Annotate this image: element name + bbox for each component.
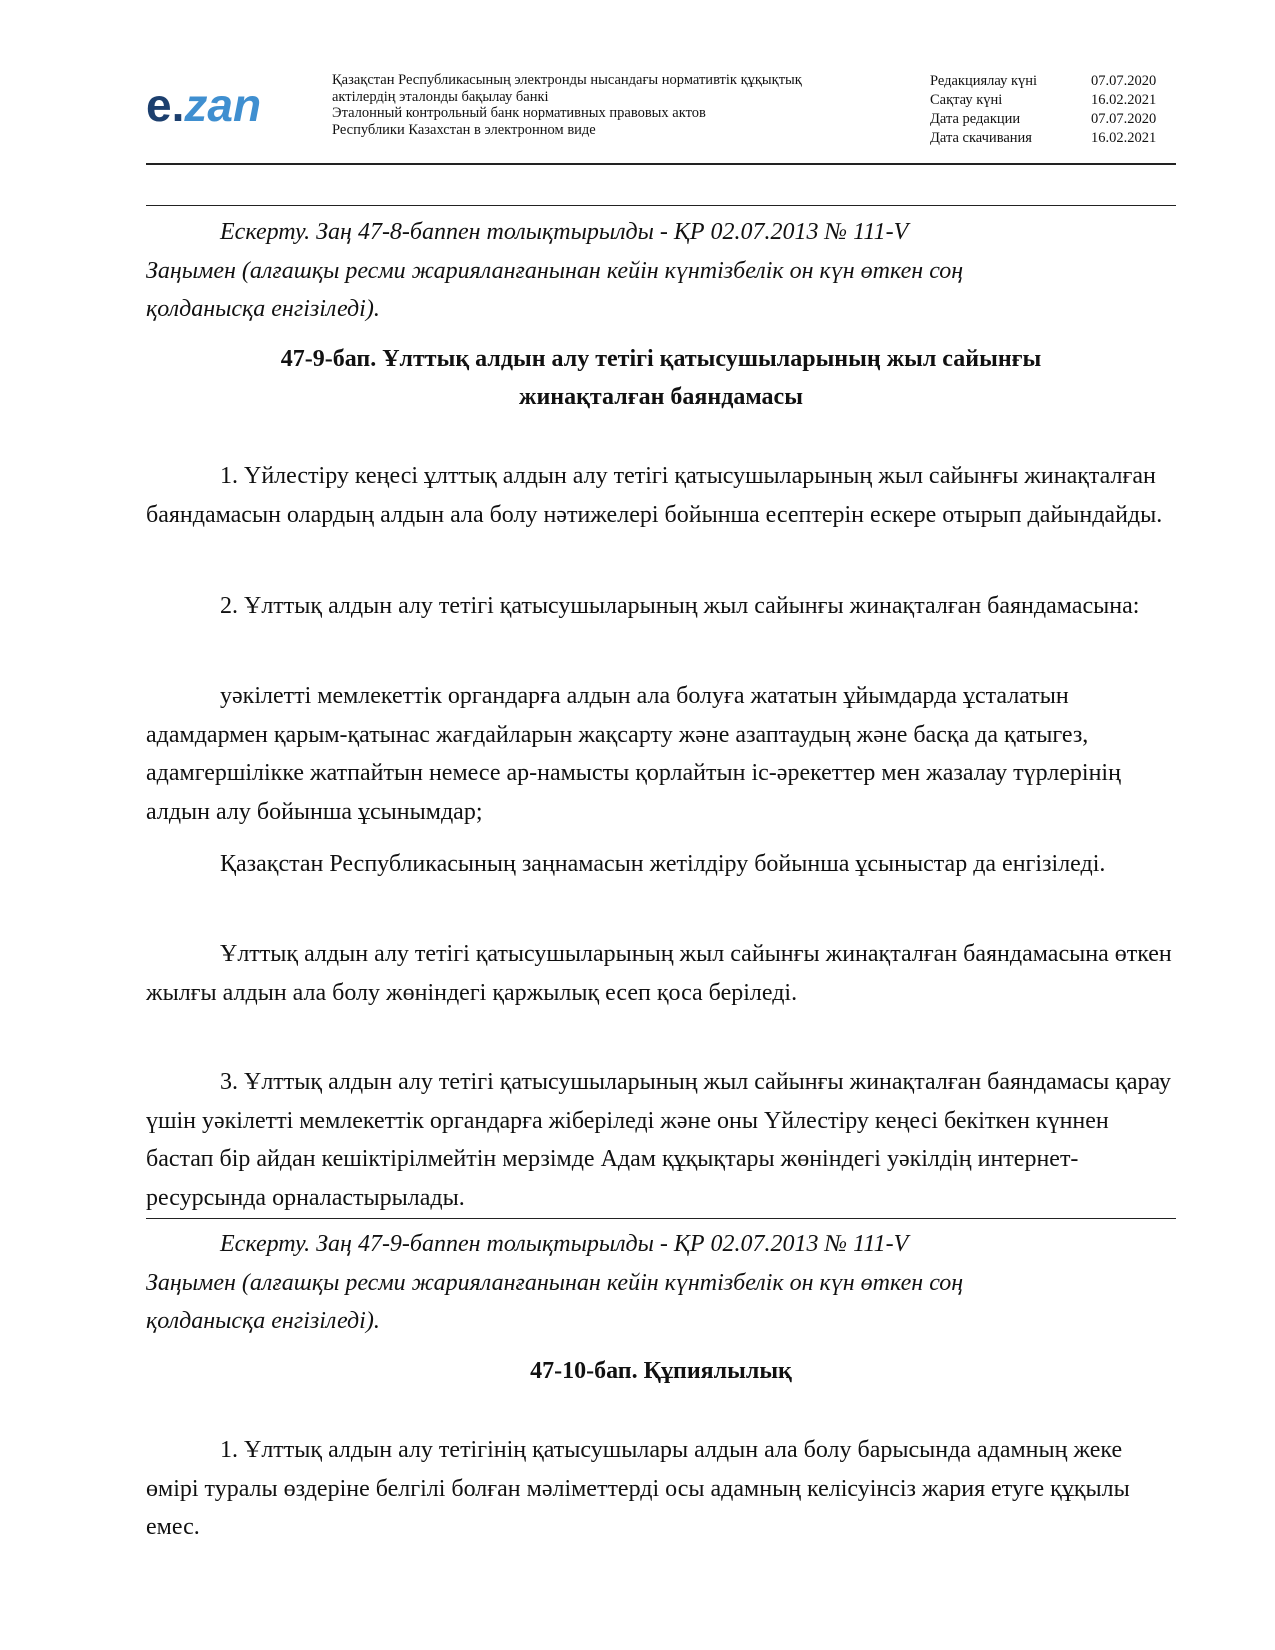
paragraph [146,457,1176,534]
meta-label: Редакциялау күні [930,73,1038,89]
meta-row [930,110,1171,129]
bank-description [332,72,892,138]
heading-line: 47-9-бап. Ұлттық алдын алу тетігі қатысушыларының жыл сайынғы [280,346,1042,372]
note-line: қолданысқа енгізіледі). [146,296,380,322]
ezan-logo: e.zan [146,79,262,131]
paragraph [146,677,1176,831]
meta-value: 07.07.2020 [1091,111,1157,127]
description-line: Эталонный контрольный банк нормативных правовых актов [332,105,706,121]
description-line: актілердің эталонды бақылау банкі [332,88,549,105]
meta-label: Сақтау күні [930,92,1003,108]
note-line: Заңымен (алғашқы ресми жарияланғанынан кейін күнтізбелік он күн өткен соң [146,1269,964,1296]
header-divider [146,163,1176,165]
paragraph [146,1063,1176,1217]
paragraph [146,587,1176,626]
note-line: Ескерту. Заң 47-8-баппен толықтырылды - ҚР 02.07.2013 № 111-V [220,219,909,245]
heading-line: жинақталған баяндамасы [519,384,803,410]
description-line: Республики Казахстан в электронном виде [332,121,596,138]
paragraph [146,845,1176,884]
meta-row [930,72,1171,91]
amendment-note [146,213,1176,329]
paragraph [146,1431,1176,1547]
meta-label: Дата редакции [930,111,1021,127]
page-header [146,70,1176,160]
paragraph-text: уәкiлеттi мемлекеттiк органдарға алдын ала болуға жататын ұйымдарда ұсталатын адамдармен қарым-қатынас жағдайларын жақсарту және азаптаудың және басқа да қатыгез, адамгершілікке жатпайтын немесе ар-намысты қорлайтын іс-әрекеттер мен жазалау түрлерінің алдын алу бойынша ұсынымдар; [146,683,1121,825]
paragraph-text: 2. Ұлттық алдын алу тетігі қатысушыларының жыл сайынғы жинақталған баяндамасына: [220,593,1140,619]
paragraph-text: 3. Ұлттық алдын алу тетігі қатысушыларының жыл сайынғы жинақталған баяндамасы қарау үшiн уәкiлеттi мемлекеттiк органдарға жiберiледi және оны Үйлестіру кеңесі бекiткен күннен бастап бiр айдан кешiктiрiлмейтiн мерзiмде Адам құқықтары жөнiндегi уәкiлдiң интернет-ресурсында орналастырылады. [146,1069,1171,1211]
content-divider [146,1218,1176,1219]
meta-label: Дата скачивания [930,130,1032,146]
meta-row [930,91,1171,110]
meta-value: 16.02.2021 [1091,92,1157,108]
article-heading [146,340,1176,416]
content-divider [146,205,1176,206]
paragraph [146,935,1176,1012]
note-line: қолданысқа енгізіледі). [146,1308,380,1334]
paragraph-text: 1. Үйлестіру кеңесі ұлттық алдын алу тетігі қатысушыларының жыл сайынғы жинақталған баяндамасын олардың алдын ала болу нәтижелері бойынша есептерін ескере отырып дайындайды. [146,463,1163,528]
note-line: Ескерту. Заң 47-9-баппен толықтырылды - ҚР 02.07.2013 № 111-V [220,1231,909,1257]
note-line: Заңымен (алғашқы ресми жарияланғанынан кейін күнтізбелік он күн өткен соң [146,257,964,284]
paragraph-text: Қазақстан Республикасының заңнамасын жетiлдiру бойынша ұсыныстар да енгізіледі. [220,851,1106,877]
meta-value: 16.02.2021 [1091,130,1157,146]
document-dates [930,72,1171,148]
paragraph-text: 1. Ұлттық алдын алу тетігінің қатысушылары алдын ала болу барысында адамның жеке өмірі туралы өздеріне белгілі болған мәліметтерді осы адамның келісуінсіз жария етуге құқылы емес. [146,1437,1130,1540]
paragraph-text: Ұлттық алдын алу тетігі қатысушыларының жыл сайынғы жинақталған баяндамасына өткен жылғы алдын ала болу жөніндегі қаржылық есеп қоса беріледі. [146,941,1172,1006]
meta-value: 07.07.2020 [1091,73,1157,89]
amendment-note [146,1225,1176,1341]
article-heading [146,1352,1176,1391]
heading-line: 47-10-бап. Құпиялылық [530,1358,792,1384]
meta-row [930,129,1171,148]
description-line: Қазақстан Республикасының электронды нысандағы нормативтік құқықтық [332,72,802,88]
